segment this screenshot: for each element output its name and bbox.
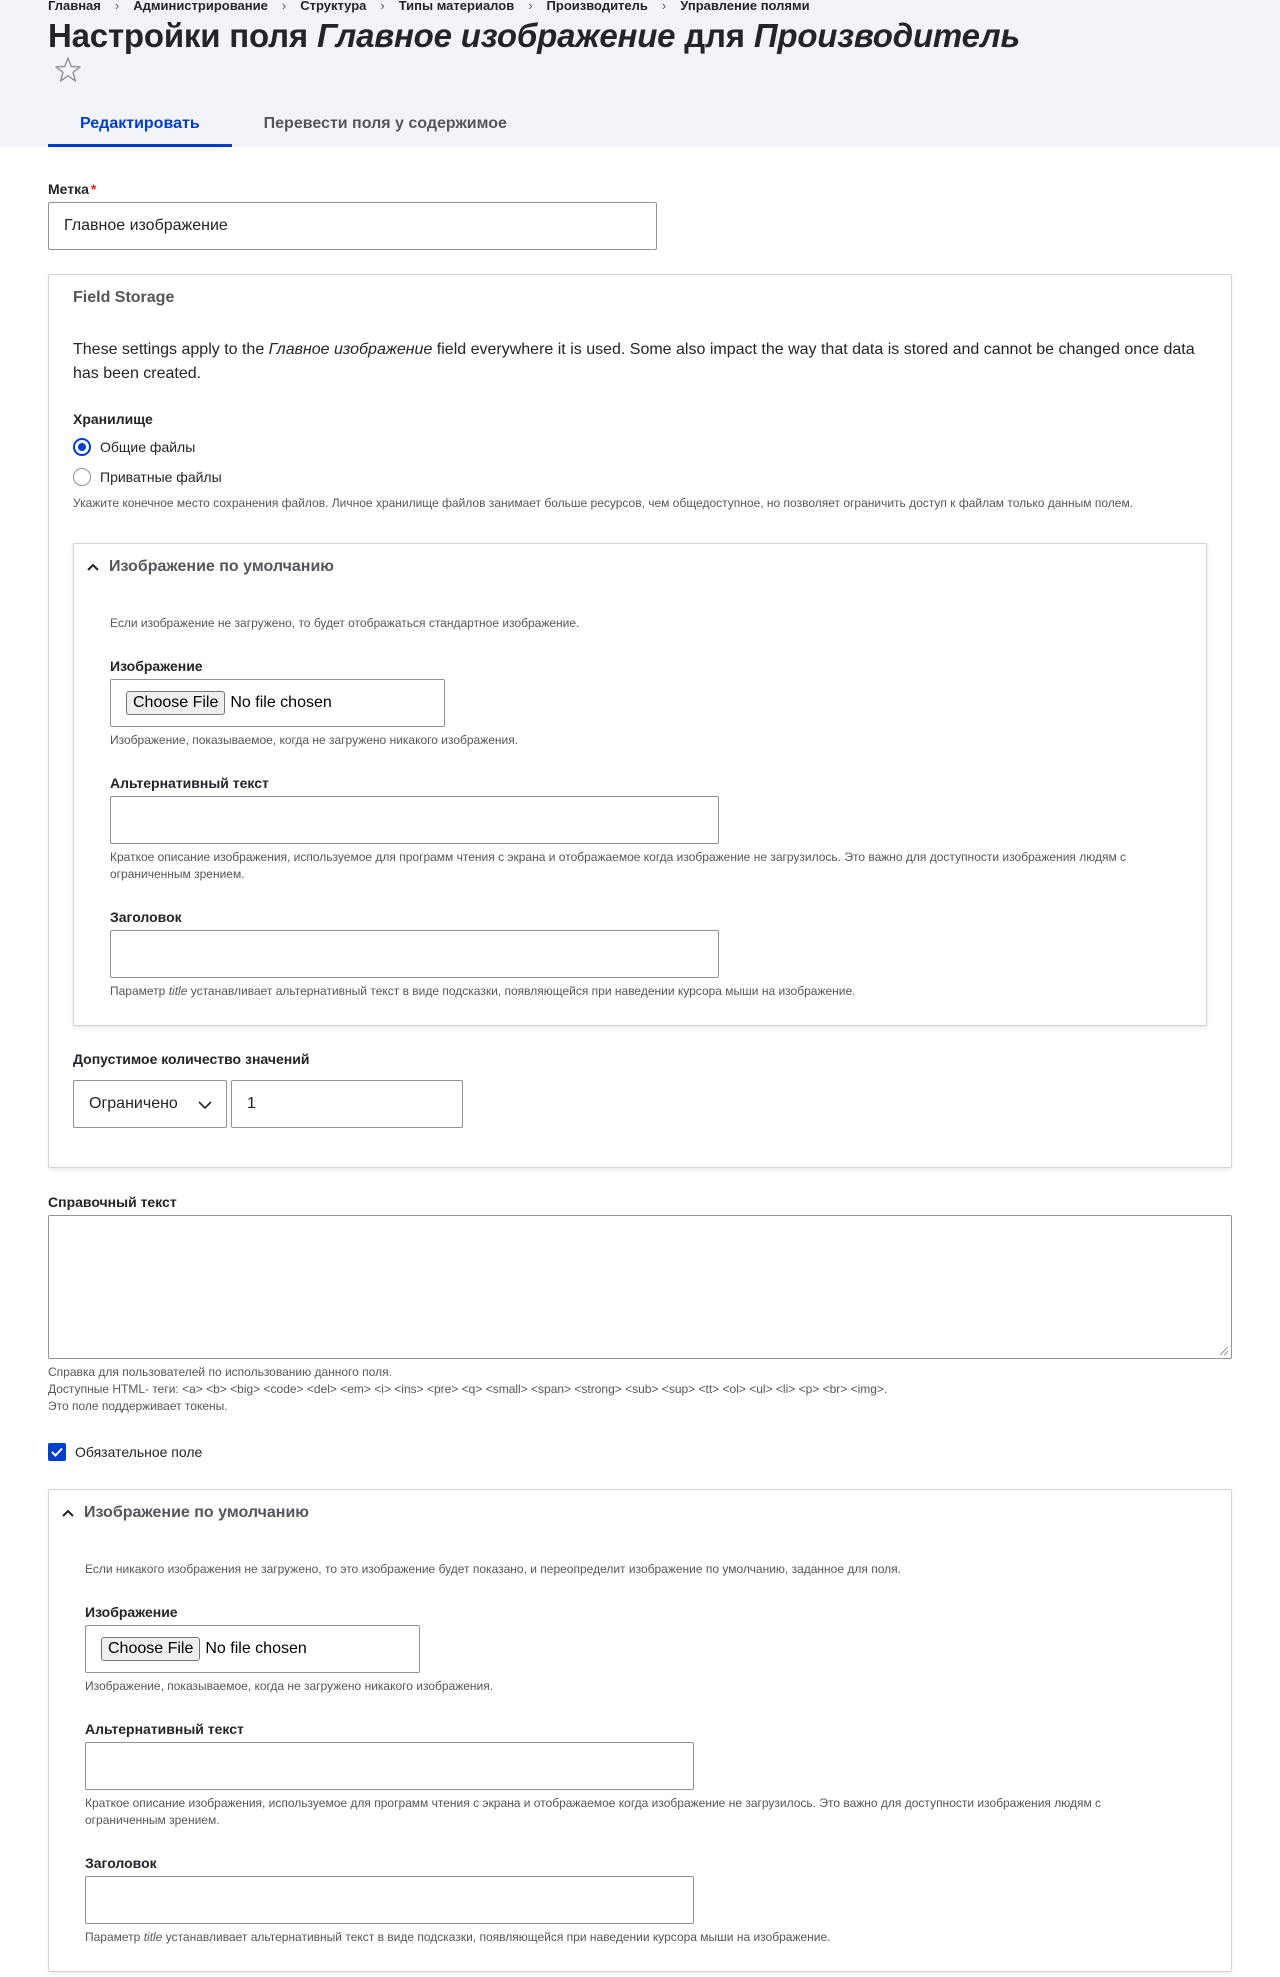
default-image-summary-label[interactable]: Изображение по умолчанию [109,558,334,575]
title-input[interactable] [110,930,719,978]
title-desc-after: устанавливает альтернативный текст в виде подсказки, появляющейся при наведении курсора мыши на изображение. [187,984,856,998]
title-label: Заголовок [110,909,182,925]
cardinality-select[interactable] [73,1080,227,1128]
breadcrumb-separator-icon: › [380,0,385,13]
star-icon[interactable] [54,56,82,84]
help-text-label: Справочный текст [48,1194,177,1210]
intro-text-field: Главное изображение [268,341,433,358]
page-title-prefix: Настройки поля [48,17,317,54]
page-title-type: Производитель [753,17,1020,54]
required-marker: * [90,181,97,197]
default-image-instance-summary-label[interactable]: Изображение по умолчанию [84,1504,309,1521]
default-image-instance-description: Если никакого изображения не загружено, то это изображение будет показано, и переопределит изображение по умолчанию, заданное для поля. [85,1562,901,1576]
checkmark-icon [50,1445,64,1459]
page-title-field: Главное изображение [316,17,676,54]
instance-alt-text-input[interactable] [85,1742,694,1790]
instance-choose-file-button[interactable]: Choose File [101,1637,200,1661]
instance-title-input[interactable] [85,1876,694,1924]
default-image-summary[interactable] [85,558,334,576]
chevron-up-icon [60,1505,76,1521]
instance-alt-text-description: Краткое описание изображения, используемое для программ чтения с экрана и отображаемое когда изображение не загрузилось. Это важно для доступности изображения людям с ограниченным зрением. [85,1796,1102,1827]
radio-private-files-control[interactable] [73,468,91,486]
instance-title-desc-after: устанавливает альтернативный текст в виде подсказки, появляющейся при наведении курсора мыши на изображение. [162,1930,831,1944]
intro-text-after: field everywhere it is used. Some also impact the way that data is stored and cannot be changed once data has been created. [73,341,1195,382]
breadcrumb-separator-icon: › [528,0,533,13]
alt-text-description: Краткое описание изображения, используемое для программ чтения с экрана и отображаемое когда изображение не загрузилось. Это важно для доступности изображения людям с ограниченным зрением. [110,850,1127,881]
instance-title-label: Заголовок [85,1855,157,1871]
instance-alt-text-label: Альтернативный текст [85,1721,244,1737]
cardinality-select-value: Ограничено [89,1095,178,1112]
tab-edit[interactable]: Редактировать [48,104,232,147]
help-text-textarea[interactable] [48,1215,1232,1359]
default-image-instance-summary[interactable] [60,1504,309,1522]
image-description: Изображение, показываемое, когда не загружено никакого изображения. [110,733,519,747]
cardinality-label: Допустимое количество значений [73,1051,310,1067]
radio-public-files[interactable] [73,438,195,456]
breadcrumb [48,0,810,13]
label-field-text: Метка [48,181,89,197]
required-field-label[interactable]: Обязательное поле [75,1444,203,1460]
breadcrumb-link-manufacturer[interactable]: Производитель [546,0,648,13]
instance-title-desc-em: title [143,1930,163,1944]
image-file-input[interactable] [110,679,445,727]
alt-text-label: Альтернативный текст [110,775,269,791]
field-storage-legend: Field Storage [73,289,175,306]
field-storage-intro [73,338,1208,386]
instance-image-description: Изображение, показываемое, когда не загружено никакого изображения. [85,1679,494,1693]
file-status: No file chosen [230,694,332,711]
title-desc-before: Параметр [110,984,169,998]
page-header [0,0,1280,147]
instance-image-label: Изображение [85,1604,178,1620]
primary-tabs [48,104,539,147]
radio-private-files[interactable] [73,468,222,486]
image-label: Изображение [110,658,203,674]
resize-grip-icon[interactable] [1219,1346,1229,1356]
title-desc-em: title [168,984,188,998]
help-text-desc-line2: Доступные HTML- теги: <a> <b> <big> <code> <del> <em> <i> <ins> <pre> <q> <small> <span> <strong> <sub> <sup> <tt> <ol> <ul> <li> <p> <br> <img>. [48,1382,888,1396]
breadcrumb-separator-icon: › [114,0,120,13]
chevron-down-icon [198,1098,212,1112]
instance-image-file-input[interactable] [85,1625,420,1673]
breadcrumb-link-manage-fields[interactable]: Управление полями [680,0,810,13]
breadcrumb-link-home[interactable]: Главная [48,0,101,13]
cardinality-number-input[interactable]: 1 [231,1080,463,1128]
default-image-description: Если изображение не загружено, то будет отображаться стандартное изображение. [110,616,580,630]
chevron-up-icon [85,559,101,575]
intro-text-before: These settings apply to the [73,341,269,358]
radio-public-files-control[interactable] [73,438,91,456]
required-field-checkbox[interactable] [48,1443,202,1461]
help-text-desc-line1: Справка для пользователей по использованию данного поля. [48,1365,392,1379]
page-title-middle: для [675,17,754,54]
breadcrumb-link-structure[interactable]: Структура [300,0,367,13]
radio-private-files-label[interactable]: Приватные файлы [100,469,222,485]
tab-translate-fields[interactable]: Перевести поля у содержимое [263,115,507,132]
breadcrumb-separator-icon: › [661,0,667,13]
required-field-checkbox-control[interactable] [48,1443,66,1461]
instance-title-description [85,1929,830,1946]
choose-file-button[interactable]: Choose File [126,691,225,715]
title-description [110,983,855,1000]
label-field-label [48,181,96,197]
label-input[interactable]: Главное изображение [48,202,657,250]
storage-description: Укажите конечное место сохранения файлов. Личное хранилище файлов занимает больше ресурсов, чем общедоступное, но позволяет ограничить доступ к файлам только данным полем. [73,496,1134,510]
storage-label: Хранилище [73,411,153,427]
instance-file-status: No file chosen [205,1640,307,1657]
radio-public-files-label[interactable]: Общие файлы [100,439,196,455]
page-title [48,16,1020,56]
alt-text-input[interactable] [110,796,719,844]
breadcrumb-link-admin[interactable]: Администрирование [133,0,268,13]
breadcrumb-separator-icon: › [281,0,287,13]
breadcrumb-link-content-types[interactable]: Типы материалов [398,0,515,13]
instance-title-desc-before: Параметр [85,1930,144,1944]
help-text-desc-line3: Это поле поддерживает токены. [48,1399,228,1413]
